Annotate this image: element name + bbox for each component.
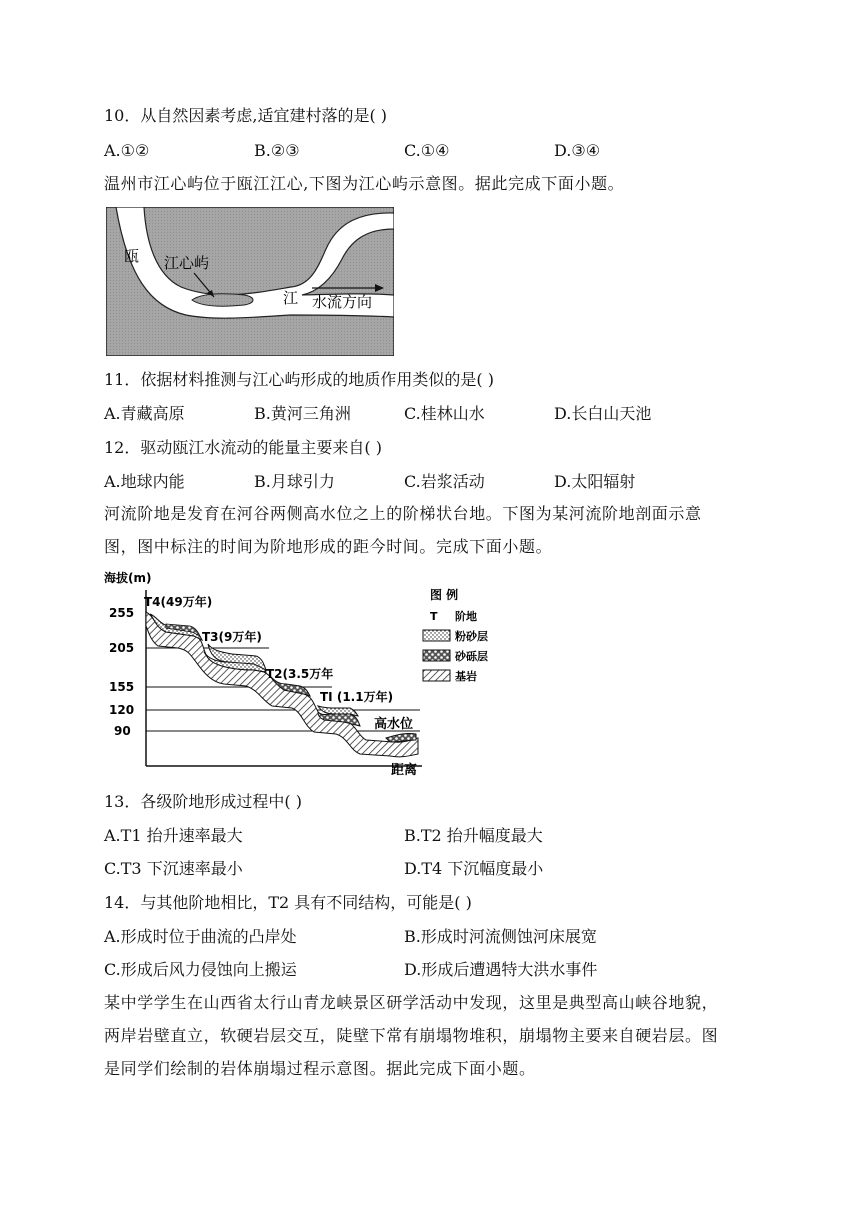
label-flow-direction: 水流方向 [312,293,373,311]
legend-label-bedrock: 基岩 [455,670,477,683]
q12-stem: 12．驱动瓯江水流动的能量主要来自( ) [104,438,382,457]
q10-option-a: A.①② [104,141,150,160]
label-island: 江心屿 [164,254,210,272]
q10-option-c: C.①④ [404,141,450,160]
legend-swatch-silt [423,630,450,641]
legend-symbol-t: T [430,610,438,623]
q12-option-d: D.太阳辐射 [554,472,636,491]
q12-option-b: B.月球引力 [254,472,335,491]
q11-stem: 11．依据材料推测与江心屿形成的地质作用类似的是( ) [104,370,494,389]
legend-label-gravel: 砂砾层 [455,650,488,663]
label-jiang: 江 [283,289,299,307]
y-tick-155: 155 [109,680,135,694]
legend-label-terrace: 阶地 [455,610,477,623]
label-t4: T4(49万年) [144,595,213,609]
q14-stem: 14．与其他阶地相比，T2 具有不同结构，可能是( ) [104,893,472,912]
q12-option-c: C.岩浆活动 [404,472,485,491]
q12-option-a: A.地球内能 [104,472,185,491]
y-tick-255: 255 [109,606,135,620]
q11-option-a: A.青藏高原 [104,404,185,423]
q14-option-b: B.形成时河流侧蚀河床展宽 [404,927,597,946]
legend-label-silt: 粉砂层 [455,630,488,643]
q14-option-a: A.形成时位于曲流的凸岸处 [104,927,297,946]
legend-swatch-gravel [423,650,450,661]
label-t3: T3(9万年) [202,630,262,644]
q13-option-a: A.T1 抬升速率最大 [104,826,243,845]
y-tick-90: 90 [114,724,131,738]
x-axis-title: 距离 [391,763,418,778]
intro-collapse-line1: 某中学学生在山西省太行山青龙峡景区研学活动中发现，这里是典型高山峡谷地貌， [104,993,719,1012]
intro-collapse-line3: 是同学们绘制的岩体崩塌过程示意图。据此完成下面小题。 [104,1059,536,1078]
label-high-water: 高水位 [374,717,414,732]
y-tick-120: 120 [109,703,135,717]
q10-option-d: D.③④ [554,141,601,160]
y-axis-title: 海拔(m) [104,571,152,585]
legend [423,587,488,683]
intro-terrace-line2: 图，图中标注的时间为阶地形成的距今时间。完成下面小题。 [104,537,553,556]
label-t2: T2(3.5万年 [266,667,334,681]
q11-option-d: D.长白山天池 [554,404,652,423]
q10-stem: 10．从自然因素考虑,适宜建村落的是( ) [104,106,388,125]
intro-terrace-line1: 河流阶地是发育在河谷两侧高水位之上的阶梯状台地。下图为某河流阶地剖面示意 [104,504,702,523]
legend-swatch-bedrock [423,670,450,681]
island-shape [192,294,253,306]
label-t1: TI (1.1万年) [320,690,394,704]
q11-option-c: C.桂林山水 [404,404,485,423]
y-tick-205: 205 [109,641,135,655]
q13-option-b: B.T2 抬升幅度最大 [404,826,543,845]
q13-option-c: C.T3 下沉速率最小 [104,859,243,878]
intro-jiangxinyu: 温州市江心屿位于瓯江江心,下图为江心屿示意图。据此完成下面小题。 [104,174,625,193]
q14-option-c: C.形成后风力侵蚀向上搬运 [104,960,297,979]
intro-collapse-line2: 两岸岩壁直立，软硬岩层交互，陡壁下常有崩塌物堆积，崩塌物主要来自硬岩层。图 [104,1026,719,1045]
q10-option-b: B.②③ [254,141,300,160]
terrace-cross-section [104,566,496,778]
q13-option-d: D.T4 下沉幅度最小 [404,859,544,878]
q11-option-b: B.黄河三角洲 [254,404,351,423]
label-ou: 瓯 [124,247,140,265]
legend-title: 图 例 [430,588,459,602]
jiangxinyu-map [106,207,394,356]
q14-option-d: D.形成后遭遇特大洪水事件 [404,960,598,979]
q13-stem: 13．各级阶地形成过程中( ) [104,792,302,811]
